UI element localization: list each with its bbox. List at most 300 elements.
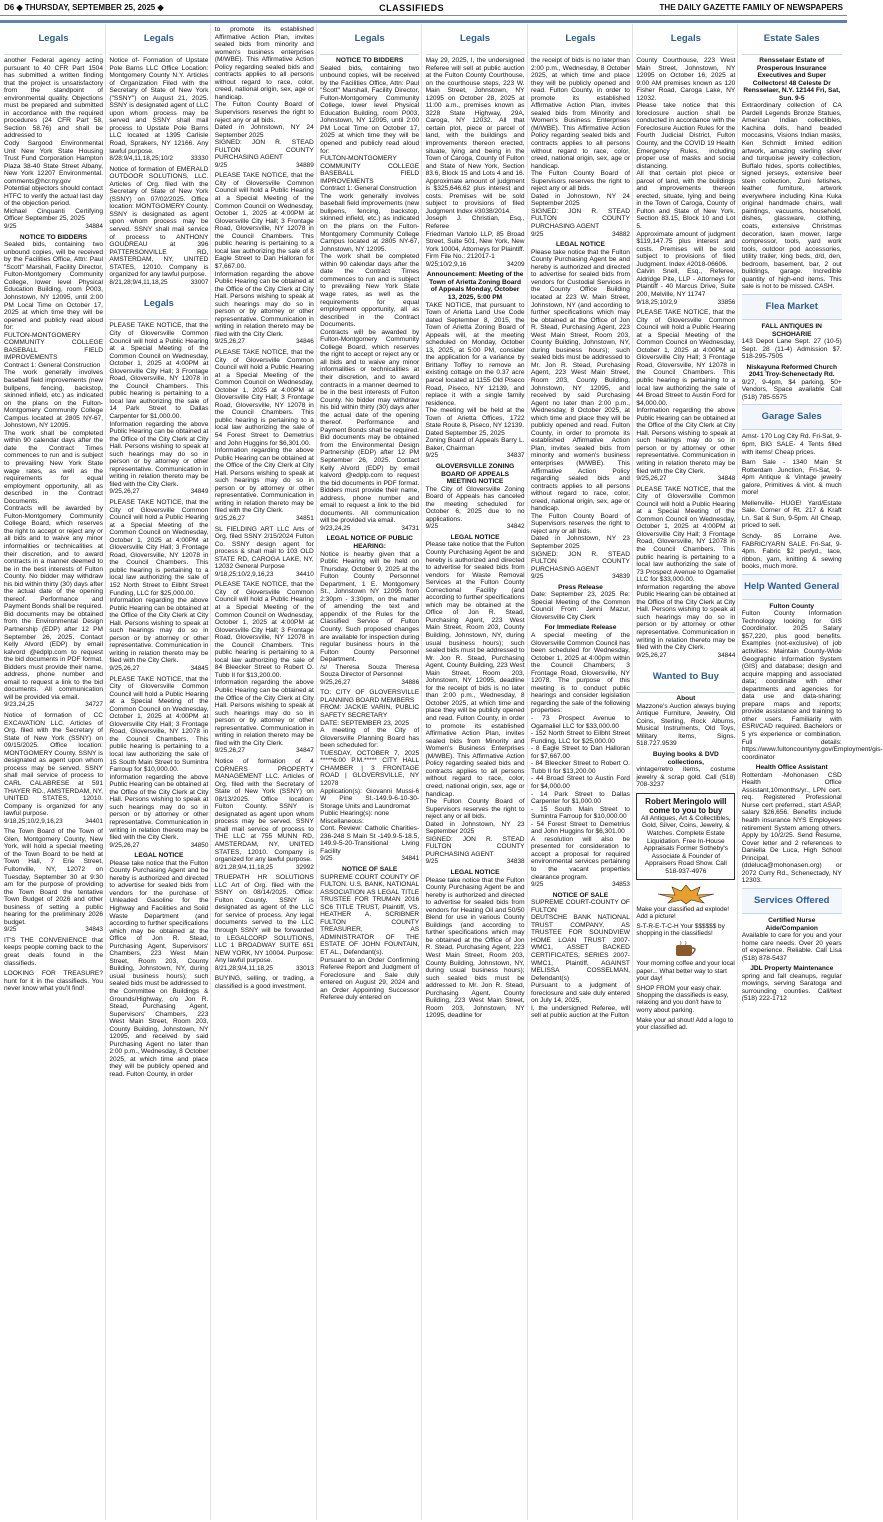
notice-dates: 9/25,26,27 [636,651,667,659]
estate-sale-listing [742,57,842,291]
flea-listing-2-body: 9/27, 9-4pm, $4 parking, 50+ Vendors, Space available Call (518) 785-5575 [741,378,842,401]
notice-dates: 9/25,26,27 [109,665,140,673]
notice-run-dates [636,652,735,660]
masthead-rule [0,20,847,23]
notice-number: 34844 [717,651,736,659]
notice-dates: 9/25 [214,161,228,169]
notice-title: LEGAL NOTICE [450,533,500,541]
notice-paragraph: Information regarding the above Public Hearing can be obtained at the Office of the City Clerk at City Hall. Persons wishing to speak at such hearings may do so in person or by attorney or other representative. Communication in writing in relation thereto may be filed with the City Clerk. [636,407,736,475]
flea-listing-2-title: Niskayuna Reformed Church 2041 Troy-Schenectady Rd. [746,363,837,379]
notice-number: 34842 [506,523,525,531]
legal-notice [215,581,314,755]
legal-notice [215,975,314,990]
notice-paragraph: - 8 Eagle Street to Dan Halloran for $7,667.00 [530,745,630,760]
notice-paragraph: Calvin Snell, Esq., Referee, Aldridge Pite, LLP - Attorneys for Plaintiff - 40 Marcus Drive, Suite 200, Melville, NY 11747 [636,268,736,298]
legal-notice [636,486,735,660]
notice-number: 34884 [85,223,103,231]
notice-dates: 9/23,24,25 [320,524,351,532]
notice-dates: 9/25 [530,573,544,581]
notice-number: 34209 [506,260,525,268]
notice-paragraph: to promote its established Affirmative Action Plan, invites sealed bids from minority and women's business enterprises (M/WBE). This Affirmative Action Policy regarding sealed bids and contracts applies to all persons without regard to race, color, creed, national origin, sex, age or handicap. [214,26,314,101]
notice-paragraph: - 44 Broad Street to Austin Ford for $4,000.00 [530,775,630,790]
notice-paragraph: May 29, 2025, I, the undersigned Referee will sell at public auction at the Fulton County Courthouse, on the courthouse steps, 223 W. Main Street, Johnstown, NY 12095 on October 28, 2025 at 11:00 a.m., premises known as 3228 State Highway, 29A, Caroga, NY 12032. All that certain plot, piece or parcel of land, with the buildings and improvements thereon erected, situate, lying and being in the Town of Caroga, County of Fulton and State of New York, Section 83.6, Block 15 and Lots 4 and 16. Approximate amount of judgment is $325,646.62 plus interest and costs. Premises will be sold subject to provisions of filed Judgment Index #3038/2014. [425,57,525,215]
notice-paragraph: The work generally involves baseball field improvements (new bullpens, fencing, backstop, skinned infield, etc.) as indicated on the plans on the Fulton-Montgomery Community College Campus located at 2805 NY-67, Johnstown, NY 12095. [320,192,420,253]
notice-paragraph: Dated September 25, 2025 [425,429,505,437]
notice-run-dates [531,231,630,239]
notice-paragraph: Information regarding the above Public Hearing can be obtained at the Office of the City Clerk at City Hall. Persons wishing to speak at such hearings may do so in person or by attorney or other representative. Communication in writing in relation thereto may be filed with the City Clerk. [109,597,209,665]
classified-filler: LOOKING FOR TREASURE? hunt for it in the classifieds. You never know what you'll find! [4,970,103,993]
garage-listing-1 [742,433,842,456]
notice-paragraph: BUYING, selling, or trading, a classified is a good investment. [214,975,314,990]
notice-paragraph: The Town Board of the Town of Glen, Montgomery County, New York, will hold a special meeting of the Town Board to be held at Town Hall, 7 Erie Street, Fultonville, NY, 12072 on Tuesday, September 30 at 9:30 am for the purpose of providing the Town Board the tentative Town Budget of 2026 and other business of setting a public hearing for the preliminary 2026 budget. [4,828,103,926]
notice-paragraph: SIGNED: JON R. STEAD FULTON COUNTY PURCHASING AGENT [214,139,314,162]
notice-paragraph: Notice of formation of CC EXCAVATION LLC. Articles of Org. filed with the Secretary of State of New York (SSNY) on 09/15/2025. Office location: MONTGOMERY County. SSNY is designated as agent upon whom process may be served. SSNY shall mail service of process to CARL CALABRESE at 591 THAYER RD., AMSTERDAM, NY, UNITED STATES, 12010. Company is organized for any lawful purpose. [4,712,103,818]
help-listing-2-title: Health Office Assistant [755,764,828,772]
notice-paragraph: Dated in Johnstown, NY 24 September 2025 [214,124,314,139]
notice-run-dates [426,261,525,269]
notice-run-dates [109,665,208,673]
columns [2,24,883,1520]
notice-paragraph: A resolution will also be presented for consideration to accept a proposal for required environmental services pertaining to the vacant properties clearance program. [530,835,630,881]
legal-notice [531,57,630,238]
notice-title: NOTICE OF SALE [552,891,609,899]
legal-notice [215,349,314,523]
notice-run-dates [215,747,314,755]
help-listing-1 [741,602,883,761]
notice-paragraph: I, the undersigned Referee, will sell at public auction at the Fulton [530,1004,630,1020]
classified-filler: IT'S THE CONVENIENCE that keeps people coming back to the great deals found in the classifieds. [4,936,103,967]
notice-number: 34837 [506,452,525,460]
notice-title: GLOVERSVILLE ZONING BOARD OF APPEALS MEETING NOTICE [435,462,515,486]
flea-listing-1-title: FALL ANTIQUES IN SCHOHARIE [761,322,822,338]
notice-paragraph: PLEASE TAKE NOTICE, that the City of Gloversville Common Council will hold a Public Hearing at a Special Meeting of the Common Council on Wednesday, October 1, 2025 at 4:00PM at Gloversville City Hall; 3 Frontage Road, Gloversville, NY 12078 in the Council Chambers. This public hearing is pertaining to a local law authorizing the sale of 44 Broad Street to Austin Ford for $4,000.00. [636,309,736,407]
notice-paragraph: Date: September 23, 2025 Re: Special Meeting of the Common Council From: Jenni Mazur, Gloversville City Clerk [530,591,630,621]
notice-paragraph: Please take notice that the Fulton County Purchasing Agent be and hereby is authorized and directed to advertise for sealed bids from vendors for Heating Oil and 50/50 Blend for use in various County Buildings (and according to further specifications which may be obtained at the Office of Jon R. Stead, Purchasing Agent, 223 West Main Street, Room 203, County Building, Johnstown, NY, during usual business hours); such sealed bids must be addressed to Mr. Jon R. Stead, Purchasing Agent, County Building, 223 West Main Street, Room 203, Johnstown, NY 12095, deadline for [425,876,525,1020]
notice-paragraph: SIGNED: JON R. STEAD FULTON COUNTY PURCHASING AGENT [530,550,630,573]
explosion-icon [656,884,716,904]
legal-notice [109,322,208,496]
notice-paragraph: Bid documents may be obtained from the Environmental Design Partnership (EDP) after 12 PM September 26, 2025. Contact Kelly Alvord (EDP) by email kalvord @edplp.com to request the bid documents in PDF format. Bidders must provide their name, address, phone number and email to request a link to the bid documents. All communication will be provided via email. [320,434,420,525]
notice-paragraph: SUPREME COURT COUNTY OF FULTON. U.S. BANK, NATIONAL ASSOCIATION AS LEGAL TITLE TRUSTEE FOR TRUMAN 2016 SC6 TITLE TRUST, Plaintiff, VS. HEATHER A. SCRIBNER FULTON COUNTY TREASURER, AS ADMINISTRATOR OF THE ESTATE OF JOHN FOUNTAIN, ET AL., Defendant(s). [320,873,420,956]
notice-dates: 9/25;10/2,9,16 [425,260,467,268]
notice-number: 33330 [190,155,209,163]
legal-notice [426,869,525,1020]
notice-paragraph: The Fulton County Board of Supervisors reserves the right to reject any or all bids. [530,170,630,193]
legal-notice [531,624,630,888]
notice-paragraph: County Courthouse, 223 West Main Street, Johnstown, NY 12095 on October 16, 2025 at 9:00 AM premises known as 120 Fisher Road, Caroga Lake, NY 12032. [636,57,736,102]
notice-paragraph: FULTON-MONTGOMERY COMMUNITY COLLEGE BASEBALL FIELD IMPROVEMENTS [320,155,420,185]
notice-paragraph: PLEASE TAKE NOTICE, that the City of Gloversville Common Council will hold a Public Hearing at a Special Meeting of the Common Council on Wednesday, October 1, 2025 at 4:00PM at Gloversville City Hall; 3 Frontage Road, Gloversville, NY 12078 in the Council Chambers. This public hearing is pertaining to a local law authorizing the sale of 54 Forest Street to Demetrius and John Huggins for $6,301.00. [214,348,314,447]
notice-paragraph: DATE: SEPTEMBER 23, 2025 [320,719,410,727]
estate-sale-body: Extraordinary collection of CA Pardell Legends Bronze Statues, American Indian collectibles, Kachina dolls, hand beaded moccasins, Visions Indian masks, Ken Schmidt limited edition artwork, amazing sterling silver and turquoise jewelry collection, Buffalo hides, sports collectibles, signed jerseys, extensive beer stein collection, Zuni fetishes, leather furniture, artwork everywhere including Kina Kuka original handmade chairs, wall paintings, vacuums, household, dishes, glassware, clothing, coats, extensive Christmas decoration, lawn mower, large compressor, tools, yard work tools, outdoor pod accessories, utility trailer, king beds, d/d, den, bedroom, basement, bar, 2 out buildings, garage. Incredible quantity of high-end items. This sale is not to be missed. CASH. [741,102,842,291]
notice-paragraph: The work generally involves baseball field improvements (new bullpens, fencing, backstop, skinned infield, etc.) as indicated on the plans on the Fulton-Montgomery Community College Campus located at 2805 NY-67, Johnstown, NY 12095. [4,369,103,430]
notice-paragraph: Miscellaneous: [320,817,364,825]
legal-notice [320,57,419,532]
notice-title: LEGAL NOTICE [134,852,184,860]
column-6 [529,24,633,1520]
coffee-cup-icon [671,940,701,958]
services-listing-1-title: Certified Nurse Aide/Companion [765,916,818,932]
notice-paragraph: Information regarding the above Public Hearing can be obtained at the Office of the City Clerk at City Hall. Persons wishing to speak at such hearings may do so in person or by attorney or other representative. Communication in writing in relation thereto may be filed with the City Clerk. [109,420,209,488]
garage-sales-header: Garage Sales [742,404,842,430]
column-7-legals [636,24,735,659]
flea-market-header: Flea Market [742,294,842,320]
legal-notice [320,866,419,1002]
garage-listing-4-text: Schdy- 85 Lorraine Ave. FABRIC/YARN SALE. Fri-Sat, 9-4pm. Fabric $2 per/yd., lace, ribbon, yarn, knitting & sewing books, much more. [741,532,842,571]
notice-paragraph: PLEASE TAKE NOTICE, that the City of Gloversville Common Council will hold a Public Hearing at a Special Meeting of the Common Council on Wednesday, October 1, 2025 at 4:00PM at Gloversville City Hall; 3 Frontage Road, Gloversville, NY 12078 in the Council Chambers. This public hearing is pertaining to a local law authorizing the sale of 14 Park Street to Dallas Carpenter for $1,000.00. [109,322,209,420]
services-listing-1 [742,917,842,962]
notice-paragraph: SUPREME COURT-COUNTY OF FULTON [530,899,630,914]
notice-paragraph: Notice of- Formation of Upstate Pole Barns LLC Office Location: Montgomery County N.Y. Articles of Organization Filed with the Secretary of State of New York ("SSNY") on August 21, 2025. SSNY is designated agent of LLC upon whom process may be served and SSNY shall mail process to Upstate Pole Barns LLC located at 1395 Carlisle Road, Sprakers, NY 12166. Any lawful purpose. [109,57,209,155]
notice-run-dates [320,855,419,863]
notice-dates: 9/18,25;10/2,9,16,23 [214,570,274,578]
notice-paragraph: Friedman Vartolo LLP, 85 Broad Street, Suite 501, New York, New York 10004, Attorneys for Plaintiff. Firm File No.: 212017-1 [425,230,525,261]
notice-number: 34410 [296,570,314,578]
legal-notice [4,712,103,825]
notice-paragraph: PLEASE TAKE NOTICE, that the City of Gloversville Common Council will hold a Public Hearing at a Special Meeting of the Common Council on Wednesday, October 1, 2025 at 4:00PM at Gloversville City Hall; 3 Frontage Road, Gloversville, NY 12078 in the Council Chambers. This public hearing is pertaining to a local law authorizing the sale of 152 North Street to Eilbht Street Funding, LLC for $25,000.00. [109,498,209,597]
notice-paragraph: - 84 Bleecker Street to Robert O. Tubb II for $13,200.00 [530,760,630,775]
notice-title: For Immediate Release [544,624,617,632]
notice-run-dates [426,523,525,531]
notice-run-dates [215,338,314,346]
notice-number: 34731 [401,524,420,532]
estate-sale-title: Rensselaer Estate of Prosperous Insurance Executives and Super Collectors! 48 Celeste Dr Rensselaer, N.Y. 12144 Fri, Sat, Sun. 9-5 [743,57,841,102]
notice-run-dates [215,965,314,973]
garage-listing-4 [742,533,842,571]
help-listing-2 [742,764,842,885]
notice-paragraph: Bid documents may be obtained from the Environmental Design Partnership (EDP) after 12 PM September 26, 2025. Contact Kelly Alvord (EDP) by email kalvord @edplp.com to request the bid documents in PDF format. Bidders must provide their name, address, phone number and email to request a link to the bid documents. All communication will be provided via email. [4,610,103,701]
notice-paragraph: another Federal agency acting pursuant to 40 CFR Part 1504 has submitted a written finding that the project is unsatisfactory from the standpoint of environmental quality. Objections must be prepared and submitted in accordance with the required procedures (24 CFR Part 58, Section 58.76) and shall be addressed to [4,57,103,140]
notice-dates: 9/25,26,27 [214,747,245,755]
notice-paragraph: Contract 1: General Construction [320,185,417,193]
notice-title: Announcement: Meeting of the Town of Arietta Zoning Board of Appeals Monday, October 13, 2025, 5:00 PM [426,271,524,301]
mazzone-body: Mazzone's Auction always buying Antique Furniture, Jewelry, Old Coins, Sterling, Rock Albums, Musical Instruments, Old Toys, Military Items, Signs. 518.727.9539 [636,702,736,748]
notice-paragraph: PLEASE TAKE NOTICE, that the City of Gloversville Common Council will hold a Public Hearing at a Special Meeting of the Common Council on Wednesday, October 1, 2025 at 4:00PM at Gloversville City Hall; 3 Frontage Road, Gloversville, NY 12078 in the Council Chambers. This public hearing is pertaining to a local law authorizing the sale of 15 South Main Street to Sumintra Farroup for $10,000.00. [109,675,209,774]
legal-notice [215,26,314,169]
notice-run-dates [4,223,103,231]
notice-run-dates [109,842,208,850]
notice-paragraph: All that certain plot piece or parcel of land, with the buildings and improvements thereon erected, situate, lying and being in the Town of Caroga, County of Fulton and State of New York. Section 83.15, Block 10 and Lot 5. [636,170,736,231]
robert-body: All Antiques, Art & Collectibles, Gold, Silver, Coins, Jewelry, & Watches. Complete Estate Liquidation. Free In-House Appraisals Former Sotheby's Associate & Founder of Appraisers Road Show. Call 518-937-4976 [640,814,731,875]
legal-notice [109,676,208,850]
notice-paragraph: Notice of formation of 4 CORNERS PROPERTY MANAGEMENT LLC. Articles of Org. filed with the Secretary of State of New York (SSNY) on 08/13/2025. Office location: Fulton County. SSNY is designated as agent upon whom process may be served. SSNY shall mail service of process to THE LLC at 755 MUNN RD, AMSTERDAM, NY, UNITED STATES, 12010. Company is organized for any lawful purpose. [214,757,314,864]
legal-notice [320,689,419,863]
legal-notice [215,758,314,871]
notice-paragraph: TO: CITY OF GLOVERSVILLE PLANNING BOARD MEMBERS [320,689,420,704]
notice-paragraph: Contract 1: General Construction [4,361,101,369]
notice-number: 34851 [296,515,314,522]
notice-paragraph: SIGNED: JON R. STEAD FULTON COUNTY PURCHASING AGENT [425,835,525,858]
robert-meringolo-ad [636,793,735,880]
mazzone-ad [636,695,735,748]
notice-paragraph: /s/ Theresa Souza Theresa Souza Director of Personnel [320,663,420,679]
garage-listing-2-text: Barn Sale - 1340 Main St Rotterdam Junction, Fri-Sat, 9-4pm Antique & Vintage jewelry galore, Primitives & vint. & much more! [741,459,842,497]
notice-paragraph: PLEASE TAKE NOTICE, that the City of Gloversville Common Council will hold a Public Hearing at a Special Meeting of the Common Council on Wednesday, October 1, 2025 at 4:00PM at Gloversville City Hall; 3 Frontage Road, Gloversville, NY 12078 in the Council Chambers. This public hearing is pertaining to a local law authorizing the sale of 73 Prospect Avenue to Ogamaliel LLC for $33,000.00. [636,485,736,584]
notice-paragraph: A special meeting of the Gloversville Common Council has been scheduled for Wednesday, October 1, 2025 at 4:00pm within the Council Chambers; 3 Frontage Road, Gloversville, NY 12078. The purpose of this meeting is to conduct public hearings and consider legislation regarding the sale of the following properties: [530,632,630,715]
services-offered-header: Services Offered [742,888,842,914]
services-listing-1-body: Available to care for you and your home care needs. Over 20 years of experience. Reliable. Call Lisa (518) 878-5437 [741,932,842,962]
legal-notice [4,828,103,934]
notice-number: 33856 [717,298,736,306]
notice-dates: 8/28;9/4,11,18,25;10/2 [109,155,173,163]
promo-logo [636,1017,735,1031]
notice-dates: 8/21,28;9/4,11,18,25 [109,278,168,286]
section-header: Legals [636,24,735,55]
notice-dates: 9/25,26,27 [109,488,140,496]
notice-paragraph: Information regarding the above Public Hearing can be obtained at the Office of the City Clerk at City Hall. Persons wishing to speak at such hearings may do so in person or by attorney or other representative. Communication in writing in relation thereto may be filed with the City Clerk. [214,270,314,338]
notice-paragraph: Pursuant to a judgment of foreclosure and sale duly entered on July 14, 2025, [530,982,630,1005]
notice-paragraph: Information regarding the above Public Hearing can be obtained at the Office of the City Clerk at City Hall. Persons wishing to speak at such hearings may do so in person or by attorney or other representative. Communication in writing in relation thereto may be filed with the City Clerk. [636,583,736,652]
notice-paragraph: TRUEPATH HR SOLUTIONS LLC Art of Org. filed with the SSNY on 08/14/2025. Office: Fulton County. SSNY is designated as agent of the LLC for service of process. Any legal documents served to the LLC through SSNY will be forwarded to LEGALCORP SOLUTIONS, LLC 1 BROADWAY SUITE 651 NEW YORK, NY 10004. Purpose: Any lawful purpose. [214,874,314,965]
flea-listing-1-body: 143 Depot Lane Sept. 27 (10-5) Sept. 28 (11-4) Admission $7. 518-295-7505 [741,338,842,361]
notice-number: 34846 [296,338,314,346]
legal-notice [531,241,630,581]
notice-title: LEGAL NOTICE [450,868,500,876]
column-2 [107,24,211,1520]
notice-number: 34889 [296,161,314,169]
legal-notice [426,271,525,460]
legal-notice [109,499,208,673]
notice-paragraph: SIGNED: JON R. STEAD FULTON COUNTY PURCHASING AGENT [530,207,630,231]
notice-run-dates [215,162,314,170]
notice-paragraph: Cody Sargood Environmental Unit New York State Housing Trust Fund Corporation Hampton Plaza 38-40 State Street Albany, New York 12207 Environmental. comments@hcr.ny.gov [4,140,103,185]
notice-paragraph: Public Hearing(s): none [320,810,390,818]
notice-paragraph: Michael Cinquanti Certifying Officer September 25, 2025 [4,207,103,223]
notice-number: 34886 [401,678,420,686]
legal-notice [636,309,735,483]
notice-paragraph: The meeting will be held at the Town of Arietta Offices, 1722 State Route 8, Piseco, NY 12139. [425,407,525,430]
masthead [0,0,847,16]
notice-run-dates [636,475,735,483]
legal-notice [426,534,525,866]
notice-dates: 8/21,28;9/4,11,18,25 [214,863,273,871]
notice-number: 34843 [85,926,103,934]
notice-dates: 9/23,24,25 [4,701,35,709]
notice-dates: 9/18,25;10/2,9,16,23 [4,817,63,825]
notice-run-dates [320,525,419,533]
notice-title: NOTICE TO BIDDERS [336,57,404,64]
notice-paragraph: Information regarding the above Public Hearing can be obtained at the Office of the City Clerk at City Hall. Persons wishing to speak at such hearings may do so in person or by attorney or other representative. Communication in writing in relation thereto may be filed with the City Clerk. [109,773,209,842]
notice-paragraph: Sealed bids, containing two unbound copies, will be received by the Facilities Office, Attn: Paul "Scott" Marshall, Facility Director, Fulton-Montgomery Community College, lower level Physical Education Building, room P003, Johnstown, NY 12095, until 2:00 PM Local Time on October 17, 2025 at which time they will be opened and publicly read aloud for: [320,64,420,155]
notice-run-dates [215,864,314,872]
notice-paragraph: The Fulton County Board of Supervisors reserves the right to reject any or all bids. [425,798,525,821]
notice-run-dates [109,155,208,163]
notice-paragraph: - 152 North Street to Eilbht Street Funding, LLC for $25,000.00 [530,730,630,745]
notice-paragraph: A meeting of the City of Gloversville Planning Board has been scheduled for: [320,727,420,750]
promo-easy-chair [636,985,735,1014]
legal-notice [4,57,103,231]
column-3 [213,24,317,1520]
promo-explode-text: Make your classified ad explode! Add a picture! [636,905,730,920]
legal-notice [109,852,208,1078]
notice-paragraph: Sealed bids, containing two unbound copies, will be received by the Facilities Office, Attn: Paul "Scott" Marshall, Facility Director, Fulton-Montgomery Community College, lower level Physical Education Building, room P003, Johnstown, NY 12095, until 2:00 PM Local Time on October 17, 2025 at which time they will be opened and publicly read aloud for: [4,241,103,332]
notice-dates: 9/25,26,27 [636,475,667,483]
legal-notice [531,892,630,1020]
notice-dates: 9/25 [4,223,17,231]
section-header: Legals [4,24,103,55]
column-4 [318,24,422,1520]
garage-listing-3-text: Mellenville- HUGE! Yard/Estate Sale. Corner of Rt. 217 & Kraft Ln. Sat & Sun, 9-5pm. All Cheap, priced to sell. [741,499,842,530]
legal-notice [636,57,735,306]
notice-number: 33007 [190,278,209,286]
section-header: Legals [109,24,208,55]
column-1 [2,24,106,1520]
notice-paragraph: The Fulton County Board of Supervisors reserves the right to reject any or all bids. [530,512,630,535]
notice-paragraph: Zoning Board of Appeals Barry L. Baker, Chairman [425,437,525,452]
notice-number: 34727 [85,701,103,709]
notice-number: 34849 [190,488,209,496]
notice-paragraph: - 15 South Main Street to Sumintra Farroup for $10,000.00 [530,805,630,821]
notice-paragraph: Please take notice that this foreclosure auction shall be conducted in accordance with the Foreclosure Auction Rules for the Fourth Judicial District, Fulton County, and the COVID 19 Health Emergency Rules, including proper use of masks and social distancing. [636,102,736,170]
notice-paragraph: Potential objectors should contact HTFC to verify the actual last day of the objection period. [4,185,103,208]
notice-paragraph: SL FIELDING ART LLC Arts of Org. filed SSNY 2/15/2024 Fulton Co. SSNY design agent for process & shall mail to 103 OLD STATE RD, CAROGA LAKE, NY, 12032 General Purpose [214,525,314,571]
notice-number: 34839 [612,573,630,581]
notice-paragraph: - 14 Park Street to Dallas Carpenter for $1,000.00 [530,790,630,806]
notice-paragraph: DEUTSCHE BANK NATIONAL TRUST COMPANY, AS TRUSTEE FOR SOUNDVIEW HOME LOAN TRUST 2007-WMC1, ASSET BACKED CERTIFICATES, SERIES 2007-WMC1, Plaintiff, AGAINST MELISSA COSSELMAN, Defendant(s) [530,914,630,982]
notice-paragraph: - 54 Forest Street to Demetrius and John Huggins for $6,301.00 [530,820,630,836]
notice-number: 34845 [190,665,209,673]
column-7 [634,24,738,1520]
promo-explode [636,884,735,920]
notice-number: 34838 [506,858,525,866]
legal-notice [531,584,630,622]
notice-number: 34853 [612,881,630,889]
notice-paragraph: - 73 Prospect Avenue to Ogamaliel LLC for $33,000.00 [530,715,630,730]
legal-notice [426,463,525,531]
notice-dates: 9/25 [425,858,439,866]
notice-title: LEGAL NOTICE OF PUBLIC HEARING: [326,535,413,550]
notice-dates: 9/25 [425,452,439,460]
notice-paragraph: PLEASE TAKE NOTICE, that the City of Gloversville Common Council will hold a Public Hearing at a Special Meeting of the Common Council on Wednesday, October 1, 2025 at 4:00PM at Gloversville City Hall; 3 Frontage Road, Gloversville, NY 12078 in the Council Chambers. This public hearing is pertaining to a local law authorizing the sale of 84 Bleecker Street to Robert O. Tubb II for $13,200.00. [214,581,314,679]
notice-dates: 9/18,25;10/2,9 [636,298,678,306]
section-header: Legals [320,24,419,55]
notice-number: 34841 [401,855,420,863]
notice-paragraph: Dated in Johnstown, NY 24 September 2025 [530,192,630,208]
notice-paragraph: Dated in Johnstown, NY 23 September 2025 [530,535,630,550]
notice-run-dates [109,279,208,287]
notice-paragraph: Joseph J. Christian, Esq., Referee [425,215,525,231]
notice-paragraph: Pursuant to an Order Confirming Referee Report and Judgment of Foreclosure and Sale duly entered on August 29, 2024 and an Order Appointing Successor Referee duly entered on [320,956,420,1002]
notice-run-dates [4,818,103,826]
masthead-date: D6 ◆ THURSDAY, SEPTEMBER 25, 2025 ◆ [4,3,164,12]
promo-stretch [636,923,735,937]
promo-stretch-text: S-T-R-E-T-C-H Your $$$$$$ by shopping in the classifieds! [636,922,725,938]
services-listing-2-title: JDL Property Maintenance [750,965,834,973]
books-body: vintage/retro items, costume jewelry & scrap gold. Call (518) 708-3237 [636,766,736,789]
notice-paragraph: Application(s): Giovanni Mussi-6 W Pine St.-149.9-6-10-30-Storage Units and Laundromat [320,787,420,810]
notice-dates: 9/25 [530,230,544,238]
notice-dates: 8/21,28;9/4,11,18,25 [214,964,273,972]
notice-title: NOTICE TO BIDDERS [19,233,88,241]
notice-paragraph: Dated in Johnstown, NY 23 September 2025 [425,820,525,836]
robert-title: Robert Meringolo will come to you to buy [645,796,727,815]
help-listing-2-body: Rotterdam -Mohonasen CSD Health Office Assistant,10months/yr., LPN cert. req. Registered Professional Nurse cert preferred., start ASAP, salary $26,656. Benefits include health insurance NYS Employees retirement System among others. Apply by 10/2/25. Send Resume, Cover letter and 2 references to Daniella De Luca, High School Principal, (ddeluca@mohonasen.org) or 2072 Curry Rd., Schenectady, NY 12303. [741,771,842,885]
books-title: Buying books & DVD collections, [652,751,719,766]
notice-paragraph: Approximate amount of judgment $119,147.75 plus interest and costs. Premises will be sold subject to provisions of filed Judgment. Index #2018-06606. [636,230,736,268]
services-listing-2-body: spring and fall cleanups, regular mowings, serving Saratoga and surrounding counties. Call/text (518) 222-1712 [741,972,842,1003]
promo-logo-text: Make your ad shout! Add a logo to your classified ad. [636,1016,734,1031]
notice-paragraph: The City of Gloversville Zoning Board of Appeals has canceled the meeting scheduled for October 6, 2025 due to no applications. [425,485,525,523]
notice-run-dates [215,571,314,579]
services-listing-2 [742,965,842,1003]
notice-paragraph: Please take notice that the Fulton County Purchasing Agent be and hereby is authorized and directed to advertise for sealed bids from vendors for Custodial Services in the County Office Building located at 223 W. Main Street, Johnstown, NY (and according to further specifications which may be obtained at the Office of Jon R. Stead, Purchasing Agent, 223 West Main Street, Room 203, County Building, Johnstown, NY, during business hours); such sealed bids must be addressed to Mr. Jon R. Stead, Purchasing Agent, 223 West Main Street, Room 203, County Building, Johnstown, NY 12095, and received by said Purchasing Agent no later than 2:00 p.m., Wednesday, 8 October 2025, at which time and place they will be publicly opened and read. Fulton County, in order to promote its established Affirmative Action Plan, invites sealed bids from minority and women's business enterprises (M/WBE). This Affirmative Action Policy regarding sealed bids and contracts applies to all persons without regard to race, color, creed, national origin, sex, age or handicap. [530,248,630,513]
legal-notice [215,526,314,579]
help-listing-1-body: Fulton County Information Technology looking for GIS Coordinator. 2025 Salary $57,220, plus good benefits. Examples (not-exclusive) of job activities: Maintain County-Wide Geographic Information System (GIS) and database; design and acquire mapping and associated data; coordinate with other departments and agencies for data use and data-sharing; prepare maps and reports; provide assistance and training to other users. Familiarity with ESRI/CAD required. Bachelors or 5 yrs experience or combination. Full details: https://www.fultoncountyny.gov/Employment/gis-coordinator [741,610,883,761]
notice-paragraph: the receipt of bids is no later than 2:00 p.m., Wednesday, 8 October 2025, at which time and place they will be publicly opened and read. Fulton County, in order to promote its established Affirmative Action Plan, invites sealed bids from Minority and Women's Business Enterprises (M/WBE). This Affirmative Action Policy regarding sealed bids and contracts applies to all persons without regard to race, color, creed, national origin, sex, age or handicap. [530,57,630,170]
legal-notice [215,874,314,972]
notice-run-dates [4,701,103,709]
notice-dates: 9/25,26,27 [214,338,245,346]
mazzone-title: About [676,695,696,703]
flea-listing-2 [742,364,842,402]
promo-coffee-text: Your morning coffee and your local paper... What better way to start your day! [636,960,735,982]
masthead-paper: THE DAILY GAZETTE FAMILY OF NEWSPAPERS [659,3,843,12]
section-header: Legals [109,289,208,320]
notice-number: 34847 [296,747,314,755]
notice-paragraph: TAKE NOTICE, that pursuant to Town of Arietta Land Use Code dated September 8, 2015, the Town of Arietta Zoning Board of Appeals will, at the meeting scheduled on Monday, October 13, 2025, at 5:00 PM, consider the application for a variance by Brittany Toffey to remove an existing cottage on the 0.37 acre parcel located at 1155 Old Piseco Road, Piseco, NY 12139, and replace it with a single family residence. [425,301,525,407]
promo-easy-chair-text: SHOP FROM your easy chair. Shopping the classifieds is easy, relaxing and you don't have to worry about parking. [636,984,729,1014]
garage-listing-3 [742,500,842,530]
notice-number: 34401 [85,817,103,825]
notice-paragraph: Notice of formation of EMERALD OUTDOOR SOLUTIONS, LLC. Articles of Org. filed with the Secretary of State of New York (SSNY) on 07/02/2025. Office location: MONTGOMERY County. SSNY is designated as agent upon whom process may be served. SSNY shall mail service of process to ANTHONY GOUDREAU at 396 PATTERSONVILLE RD, AMSTERDAM, NY, UNITED STATES, 12010. Company is organized for any lawful purpose. [109,165,209,279]
notice-run-dates [4,926,103,934]
section-header: Legals [531,24,630,55]
notice-dates: 9/25 [425,523,439,531]
notice-paragraph: FROM: JACKIE VARIN, PUBLIC SAFETY SECRETARY [320,704,420,720]
notice-run-dates [636,299,735,307]
legal-notice [4,234,103,709]
notice-paragraph: Information regarding the above Public Hearing can be obtained at the Office of the City Clerk at City Hall. Persons wishing to speak at such hearings may do so in person or by attorney or other representative. Communication in writing in relation thereto may be filed with the City Clerk. [214,679,314,747]
help-wanted-header: Help Wanted General [742,574,842,600]
promo-coffee [636,940,735,982]
column-5 [424,24,528,1520]
notice-number: 34850 [190,841,209,849]
notice-paragraph: Cont. Review: Catholic Charities-236-248 S Main St -149.9-5-18.5, 149.9-5-20-Transitional Living Facility [320,825,420,855]
notice-paragraph: Please take notice that the Fulton County Purchasing Agent be and hereby is authorized and directed to advertise for sealed bids from vendors for Waste Removal Services at the Fulton County Correctional Facility (and according to further specifications which may be obtained at the Office of Jon R. Stead, Purchasing Agent, 223 West Main Street, Room 203, County Building, Johnstown, NY, during usual business hours); such sealed bids must be addressed to Mr. Jon R. Stead, Purchasing Agent, County Building, 223 West Main Street, Room 203, Johnstown, NY 12095, deadline for the receipt of bids is no later than 2:00 p.m., Wednesday, 8 October 2025, at which time and place they will be publicly opened and read. Fulton County, in order to promote its established Affirmative Action Plan, invites sealed bids from Minority and Women's Business Enterprises (M/WBE). This Affirmative Action Policy regarding sealed bids and contracts applies to all persons without regard to race, color, creed, national origin, sex, age or handicap. [425,541,525,798]
column-8 [740,24,883,1520]
notice-title: NOTICE OF SALE [342,865,398,873]
notice-number: 34882 [612,230,630,238]
notice-paragraph: The work shall be completed within 90 calendar days after the date the Contract Times commences to run and is subject to prevailing New York State wage rates, as well as the requirements for equal employment opportunity, all as described in the Contract Documents. [320,253,420,329]
notice-paragraph: Contracts will be awarded by Fulton-Montgomery Community College Board, which reserves the right to accept or reject any or all bids and to waive any minor informalities or technicalities at their discretion, and to award contracts in a manner deemed to be in the best interests of Fulton County. No bidder may withdraw his bid within thirty (30) days after the actual date of the opening thereof. Performance and Payment Bonds shall be required. [4,505,103,611]
notice-paragraph: Contracts will be awarded by Fulton-Montgomery Community College Board, which reserves the right to accept or reject any or all bids and to waive any minor informalities or technicalities at their discretion, and to award contracts in a manner deemed to be in the best interests of Fulton County. No bidder may withdraw his bid within thirty (30) days after the actual date of the opening thereof. Performance and Payment Bonds shall be required. [320,328,420,434]
help-listing-1-title: Fulton County [769,602,815,610]
notice-dates: 9/25 [530,881,544,889]
notice-dates: 9/25,26,27 [109,841,140,849]
notice-paragraph: TUESDAY, OCTOBER 7, 2025 *****6:00 P.M.***** CITY HALL CHAMBER | 3 FRONTAGE ROAD | GLOVERSVILLE, NY 12078 [320,749,420,787]
notice-dates: 9/25,26,27 [320,678,351,686]
notice-title: LEGAL NOTICE [555,241,605,249]
section-header: Legals [426,24,525,55]
notice-dates: 9/25 [320,855,333,863]
wanted-to-buy-header: Wanted to Buy [636,662,735,693]
notice-run-dates [426,858,525,866]
legal-notice [426,57,525,268]
notice-paragraph: The work shall be completed within 90 calendar days after the date the Contract Times commences to run and is subject to prevailing New York State wage rates, as well as the requirements for equal employment opportunity, all as described in the Contract Documents. [4,429,103,505]
legal-notice [215,172,314,346]
notice-paragraph: Information regarding the above Public Hearing can be obtained at the Office of the City Clerk at City Hall. Persons wishing to speak at such hearings may do so in person or by attorney or other representative. Communication in writing in relation thereto may be filed with the City Clerk. [214,447,314,515]
notice-title: Press Release [558,583,603,591]
notice-number: 32992 [296,863,314,871]
notice-paragraph: Please take notice that the Fulton County Purchasing Agent and be hereby is authorized and directed to advertise for sealed bids from vendors for the purchase of Unleaded Gasoline for the Highway and Facilities and Solid Waste Department (and according to further specifications which may be obtained at the Office of Jon R. Stead, Purchasing Agent, Supervisors' Chambers, 223 West Main Street, Room 203, County Building, Johnstown, NY, during usual business hours); such sealed bids must be addressed to the Committee on Buildings & Grounds/Highway, c/o Jon R. Stead, Purchasing Agent, Supervisors' Chambers, 223 West Main Street, Room 203, County Building, Johnstown, NY 12095, and received by said Purchasing Agent no later than 2:00 p.m., Wednesday, 8 October 2025, at which time and place they will be publicly opened and read. Fulton County, in order [109,859,209,1078]
notice-run-dates [215,515,314,523]
notice-paragraph: Notice is hearby given that a Public Hearing will be held on Thursday, October 9, 2025 at the Fulton County Personnel Department, 1 E. Montgomery St., Johnstown NY 12095 from 2:30pm - 3:30pm, on the matter of amending the text and appendix of the Rules for the Classified Service of Fulton County. Such proposed changes are available for inspection during regular business hours in the Fulton County Personnel Department. [320,550,420,664]
notice-run-dates [426,452,525,460]
books-ad [636,751,735,789]
estate-sales-header: Estate Sales [742,24,842,55]
notice-dates: 9/25 [4,926,17,934]
notice-dates: 9/25,26,27 [214,515,245,522]
